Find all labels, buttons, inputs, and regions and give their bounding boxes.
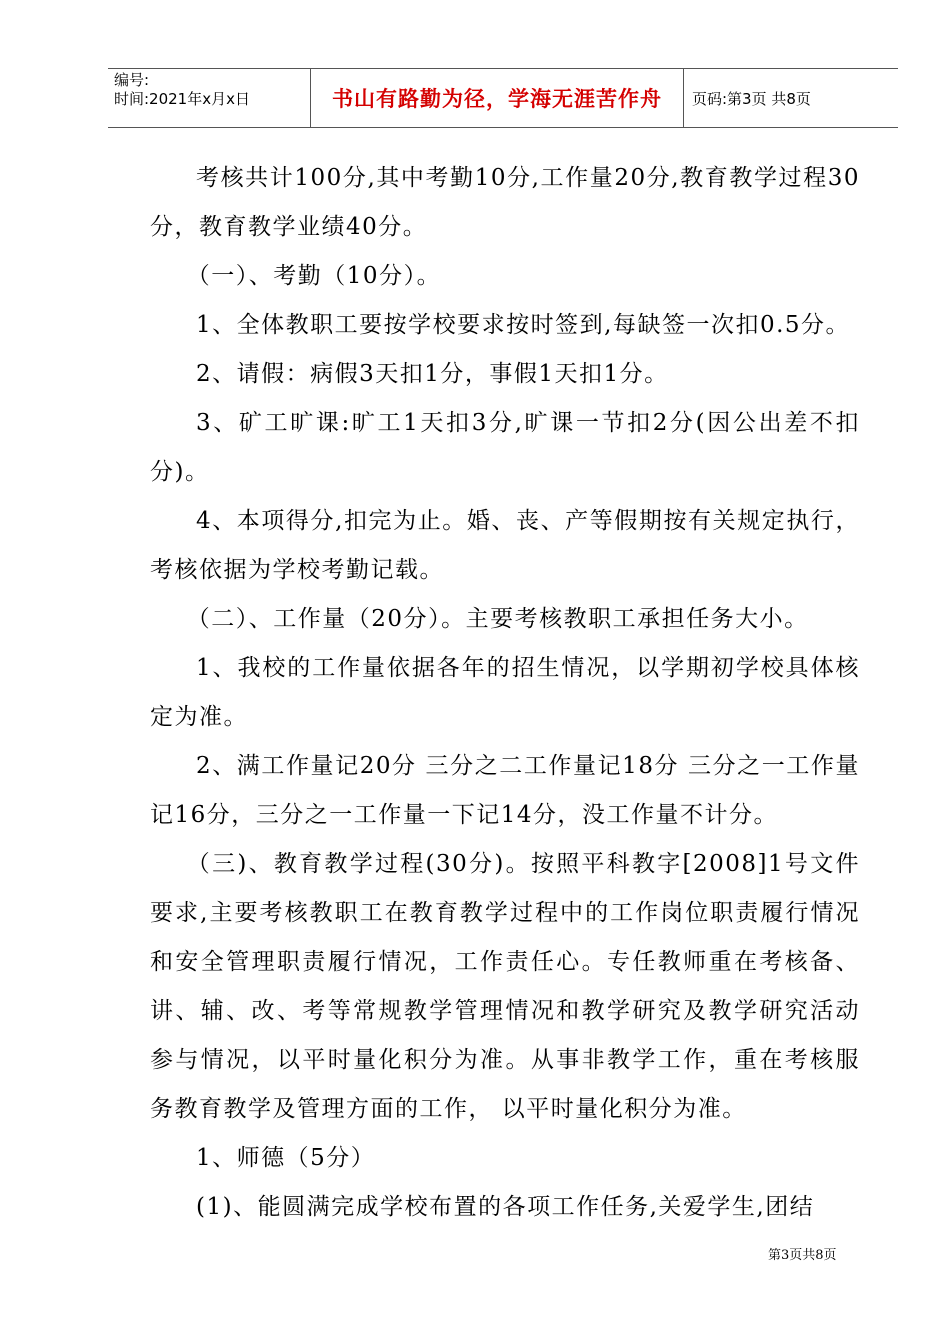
- page-footer: 第3页共8页: [768, 1248, 837, 1263]
- document-body: [150, 154, 860, 1232]
- paragraph: 1、师德（5分）: [196, 1145, 376, 1171]
- section-heading: （二）、工作量（20分）。主要考核教职工承担任务大小。: [186, 606, 809, 632]
- page-header: [108, 68, 898, 128]
- paragraph: 1、全体教职工要按学校要求按时签到,每缺签一次扣0.5分。: [196, 312, 851, 338]
- paragraph: 3、矿工旷课:旷工1天扣3分,旷课一节扣2分(因公出差不扣分)。: [150, 410, 860, 485]
- document-number-label: 编号:: [114, 71, 150, 89]
- header-meta: [108, 69, 310, 127]
- paragraph: 2、满工作量记20分 三分之二工作量记18分 三分之一工作量记16分，三分之一工作量一下记14分，没工作量不计分。: [150, 753, 860, 828]
- paragraph: 考核共计100分,其中考勤10分,工作量20分,教育教学过程30分，教育教学业绩40分。: [150, 165, 860, 240]
- header-motto: 书山有路勤为径，学海无涯苦作舟: [310, 69, 684, 127]
- paragraph: 1、我校的工作量依据各年的招生情况，以学期初学校具体核定为准。: [150, 655, 860, 730]
- paragraph: 4、本项得分,扣完为止。婚、丧、产等假期按有关规定执行，考核依据为学校考勤记载。: [150, 508, 860, 583]
- section-heading: （三)、教育教学过程(30分)。按照平科教字[2008]1号文件要求,主要考核教职工在教育教学过程中的工作岗位职责履行情况和安全管理职责履行情况，工作责任心。专任教师重在考核备、讲、辅、改、考等常规教学管理情况和教学研究及教学研究活动参与情况，以平时量化积分为准。从事非教学工作，重在考核服务教育教学及管理方面的工作， 以平时量化积分为准。: [150, 851, 860, 1122]
- document-time-label: 时间:2021年x月x日: [114, 90, 250, 108]
- section-heading: （一）、考勤（10分）。: [186, 263, 442, 289]
- paragraph: (1)、能圆满完成学校布置的各项工作任务,关爱学生,团结: [196, 1194, 815, 1220]
- paragraph: 2、请假：病假3天扣1分，事假1天扣1分。: [196, 361, 669, 387]
- header-page-info: 页码:第3页 共8页: [692, 89, 811, 108]
